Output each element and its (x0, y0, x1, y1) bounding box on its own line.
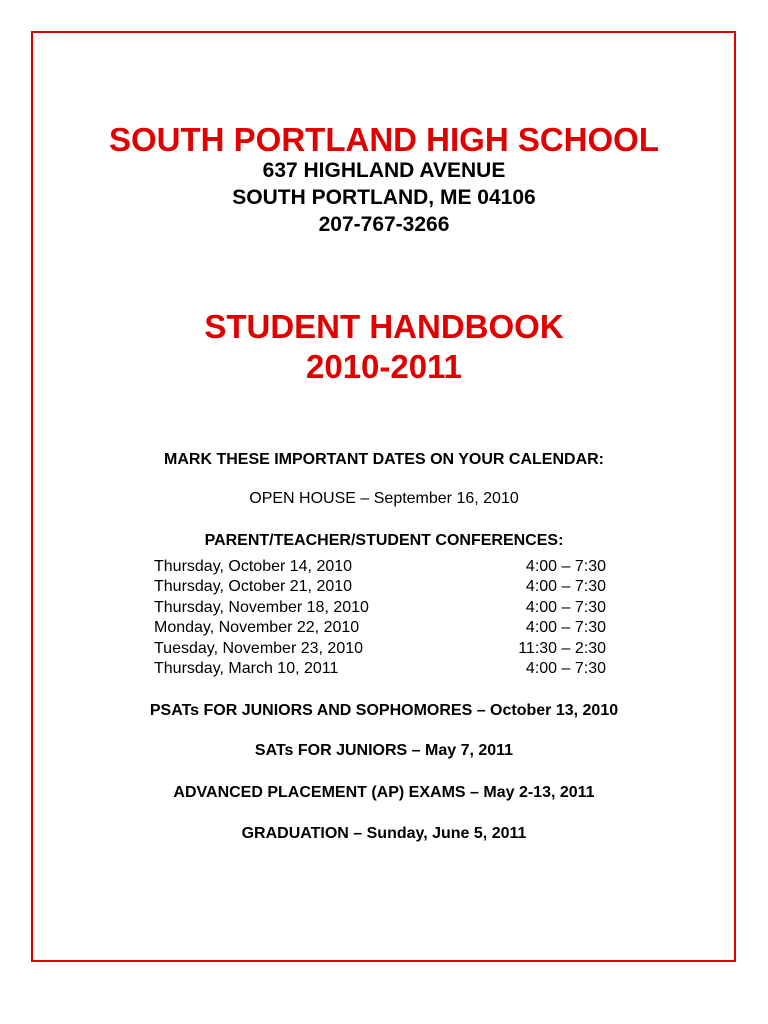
handbook-year: 2010-2011 (306, 348, 462, 385)
conference-date: Thursday, March 10, 2011 (154, 660, 339, 678)
psat-date: PSATs FOR JUNIORS AND SOPHOMORES – October 13, 2010 (149, 702, 619, 719)
conference-date: Monday, November 22, 2010 (154, 619, 360, 637)
conference-date: Thursday, October 21, 2010 (154, 578, 353, 596)
conference-time: 4:00 – 7:30 (525, 578, 606, 596)
conference-row (154, 577, 606, 597)
handbook-title: STUDENT HANDBOOK (204, 308, 564, 345)
conference-row (154, 618, 606, 638)
conference-date: Tuesday, November 23, 2010 (154, 639, 364, 657)
graduation-date: GRADUATION – Sunday, June 5, 2011 (241, 825, 527, 842)
conference-time: 11:30 – 2:30 (518, 639, 606, 657)
conference-time: 4:00 – 7:30 (525, 558, 606, 575)
sat-date: SATs FOR JUNIORS – May 7, 2011 (254, 742, 514, 759)
conference-time: 4:00 – 7:30 (525, 598, 606, 616)
conference-row (154, 639, 606, 659)
address-line-1: 637 HIGHLAND AVENUE (262, 159, 506, 182)
open-house: OPEN HOUSE – September 16, 2010 (249, 490, 519, 507)
conference-row (154, 659, 606, 679)
phone-number: 207-767-3266 (318, 213, 450, 236)
ap-exams-date: ADVANCED PLACEMENT (AP) EXAMS – May 2-13, 2011 (173, 784, 595, 801)
conference-time: 4:00 – 7:30 (525, 619, 606, 637)
conference-date: Thursday, October 14, 2010 (154, 558, 353, 575)
conference-row (154, 598, 606, 618)
calendar-heading: MARK THESE IMPORTANT DATES ON YOUR CALENDAR: (164, 451, 604, 468)
conference-date: Thursday, November 18, 2010 (154, 598, 369, 616)
conference-time: 4:00 – 7:30 (525, 660, 606, 678)
conferences-heading: PARENT/TEACHER/STUDENT CONFERENCES: (204, 532, 564, 549)
address-line-2: SOUTH PORTLAND, ME 04106 (232, 186, 536, 209)
school-name: SOUTH PORTLAND HIGH SCHOOL (109, 121, 659, 158)
conference-row (154, 557, 606, 577)
conferences-list (154, 557, 606, 679)
